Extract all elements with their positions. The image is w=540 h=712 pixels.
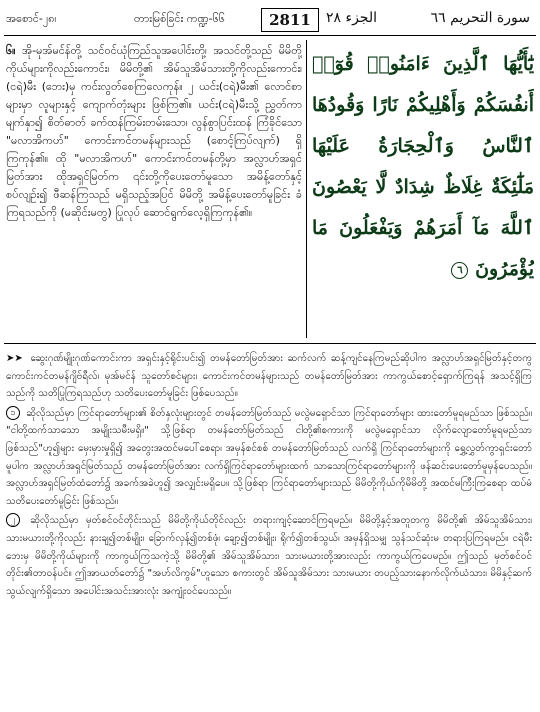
translation-text: အို-မုအ်မင်န်တို့ သင်ဝင်ယုံကြည်သူအပေါင်းတို့၊ အသင်တို့သည် မိမိတို့ကိုယ်များကိုလည်းကောင်း၊ မိမိတို့၏ အိမ်သူအိမ်သားတို့ကိုလည်းကောင်း၊ (ငရဲ)မီး (ဘေး)မှ ကင်းလွတ်စေကြလေကုန်။ ၂ ယင်း(ငရဲ)မီး၏ လောင်စာများမှာ လူများနှင့် ကျောက်တုံးများ ဖြစ်ကြ၏။ ယင်း(ငရဲ)မီးသို့ ညွှတ်ကာမျက်နှာ၍ စိတ်ဓာတ် ခက်ထန်ကြမ်းတမ်းသော၊ လွန်စွာပြင်းထန် ကြံခိုင်သော "မလာအိကဟ်" ကောင်းကင်တမန်များသည် (စောင့်ကြပ်လျက်) ရှိကြကုန်၏။ ထို "မလာအိကဟ်" ကောင်းကင်တမန်တို့မှာ အလ္လာဟ်အရှင်မြတ်အား ထိုအရှင်မြတ်က ၎င်းတို့ကိုပေးတော်မူသော အမိန့်တော်နှင့်စပ်လျဉ်း၍ ဖီဆန်ကြသည် မရှိသည့်အပြင် မိမိတို့ အမိန့်ပေးတော်မူခြင်း ခံကြရသည်ကို (မဆိုင်းမတွ) ပြုလုပ် ဆောင်ရွက်လေ့ရှိကြကုန်၏။	[6, 44, 302, 219]
footnote-number: ၂	[6, 513, 20, 527]
surah-label: တားမြစ်ခြင်း ကဏ္ဍ-၆၆	[134, 12, 225, 25]
footnote-text: ဆိုလိုသည်မှာ မှတ်စင်ဝင်တိုင်းသည် မိမိတို့ကိုယ်တိုင်လည်း တရားကျင့်ဆောင်ကြရမည်။ မိမိတို့နှင့်အတူတကွ မိမိတို့၏ အိမ်သူအိမ်သား၊ သားမယားတို့ကိုလည်း နားချ၍တစ်မျိုး၊ ခြောက်လှန့်၍တစ်ဖုံ၊ ချော့၍တစ်မျိုး၊ ရိုက်၍တစ်သွယ်၊ အမှန်ရှိသမျှ သွန်သင်ဆုံးမ တရားပြကြရမည်။ ငရဲမီးဘေးမှ မိမိတို့ကိုယ်များကို ကာကွယ်ကြသကဲ့သို့ မိမိတို့၏ အိမ်သူအိမ်သား၊ သားမယားတို့အားလည်း ကာကွယ်ကြပေမည်။ ဤသည် မှတ်စင်ဝင်တိုင်း၏တာဝန်ပင်။ ဤအာယတ်တော်၌ "အဟ်လိကွမ်"ဟူသော စကားတွင် အိမ်သူအိမ်သား သားမယား တပည့်သားနောက်လိုက်ယံသား၊ မိမိနှင့်ဆက်သွယ်လျက်ရှိသော အပေါင်းအသင်းအားလုံး အကျုံးဝင်ပေသည်။	[6, 515, 532, 597]
footnotes	[6, 350, 532, 708]
header-divider	[4, 35, 536, 36]
column-divider	[306, 40, 307, 338]
page-header	[6, 8, 534, 32]
footnote-2	[6, 512, 532, 600]
arabic-juz-label: الجزء ٢٨	[326, 10, 377, 26]
juz-label: အစောင်-၂၈၊	[6, 12, 57, 25]
footnote-intro	[6, 350, 532, 403]
arabic-surah-label: سورة التحريم ٦٦	[430, 10, 530, 26]
arrow-icon: ➤➤	[6, 353, 23, 364]
verse-translation	[6, 42, 302, 338]
verse-number: ၆။	[6, 44, 16, 57]
arabic-verse	[312, 44, 534, 334]
footnote-number: ၁	[6, 406, 20, 420]
verse-end-marker: ٦	[451, 262, 468, 279]
page-number: 2811	[261, 8, 319, 32]
footnote-text: ဆွေးဂုဏ်မျိုးဂုဏ်ကောင်းကာ အရှင်းနှင့်ရိုင်းပင်း၍ တမန်တော်မြတ်အား ဆက်လက် ဆန့်ကျင်နေကြမည်ဆိုပါက အလ္လာဟ်အရှင်မြတ်နှင့်တကွ ကောင်းကင်တမန်ဂျိဗ်ရီလ်၊ မုအ်မင်န် သူတော်စင်များ၊ ကောင်းကင်တမန်များသည် တမန်တော်မြတ်အား ကာကွယ်စောင့်ရှောက်ကြရန် အသင့်ရှိကြသည်ကို သတိပြုကြရသည်ဟု သတိပေးတော်မူခြင်း ဖြစ်ပေသည်။	[6, 353, 532, 400]
arabic-verse-text: يَٰٓأَيُّهَا ٱلَّذِينَ ءَامَنُوا۟ قُوٓا۟ أَنفُسَكُمْ وَأَهْلِيكُمْ نَارًا وَقُودُهَا ٱلنَّاسُ وَٱلْحِجَارَةُ عَلَيْهَا مَلَٰٓئِكَةٌ غِلَاظٌ شِدَادٌ لَّا يَعْصُونَ ٱللَّهَ مَآ أَمَرَهُمْ وَيَفْعَلُونَ مَا يُؤْمَرُونَ	[312, 53, 534, 280]
footnote-divider	[4, 343, 536, 344]
footnote-text: ဆိုလိုသည်မှာ ကြင်ရာတော်များ၏ စိတ်နှလုံးများတွင် တမန်တော်မြတ်သည် မလွဲမရှောင်သာ ကြင်ရာတော်များ ထားတော်မူရမည်သာ ဖြစ်သည်။ "ငါတို့ထက်သာသော အမျိုးသမီးမရှိ။" သို့ဖြစ်ရာ တမန်တော်မြတ်သည် ငါတို့၏စကားကို မလွဲမရှောင်သာ လိုက်လျောတော်မူရမည်သာဖြစ်သည်"ဟူ၍များ မှေးမှားမှုရှိ၍ အတွေးအထင်မပေါ်စေရာ၊ အမှန်စင်စစ် တမန်တော်မြတ်သည် လက်ရှိ ကြင်ရာတော်များကို ရွှေ့လွှတ်ကွာရှင်းတော်မူပါက အလ္လာဟ်အရှင်မြတ်သည် တမန်တော်မြတ်အား လက်ရှိကြင်ရာတော်များထက် သာသောကြင်ရာတော်များကို ဖန်ဆင်းပေးတော်မူမှန်ပေသည်။ အလ္လာဟ်အရှင်မြတ်ထံတော်၌ အခက်အခဲဟူ၍ အလျှင်းမရှိပေ။ သို့ဖြစ်ရာ ကြင်ရာတော်များသည် မိမိတို့ကိုယ်ကိုမိမိတို့ အထင်မကြီးကြစေရာ ထပ်မံ သတိပေးတော်မူခြင်း ဖြစ်သည်။	[6, 407, 532, 507]
footnote-1	[6, 405, 532, 511]
